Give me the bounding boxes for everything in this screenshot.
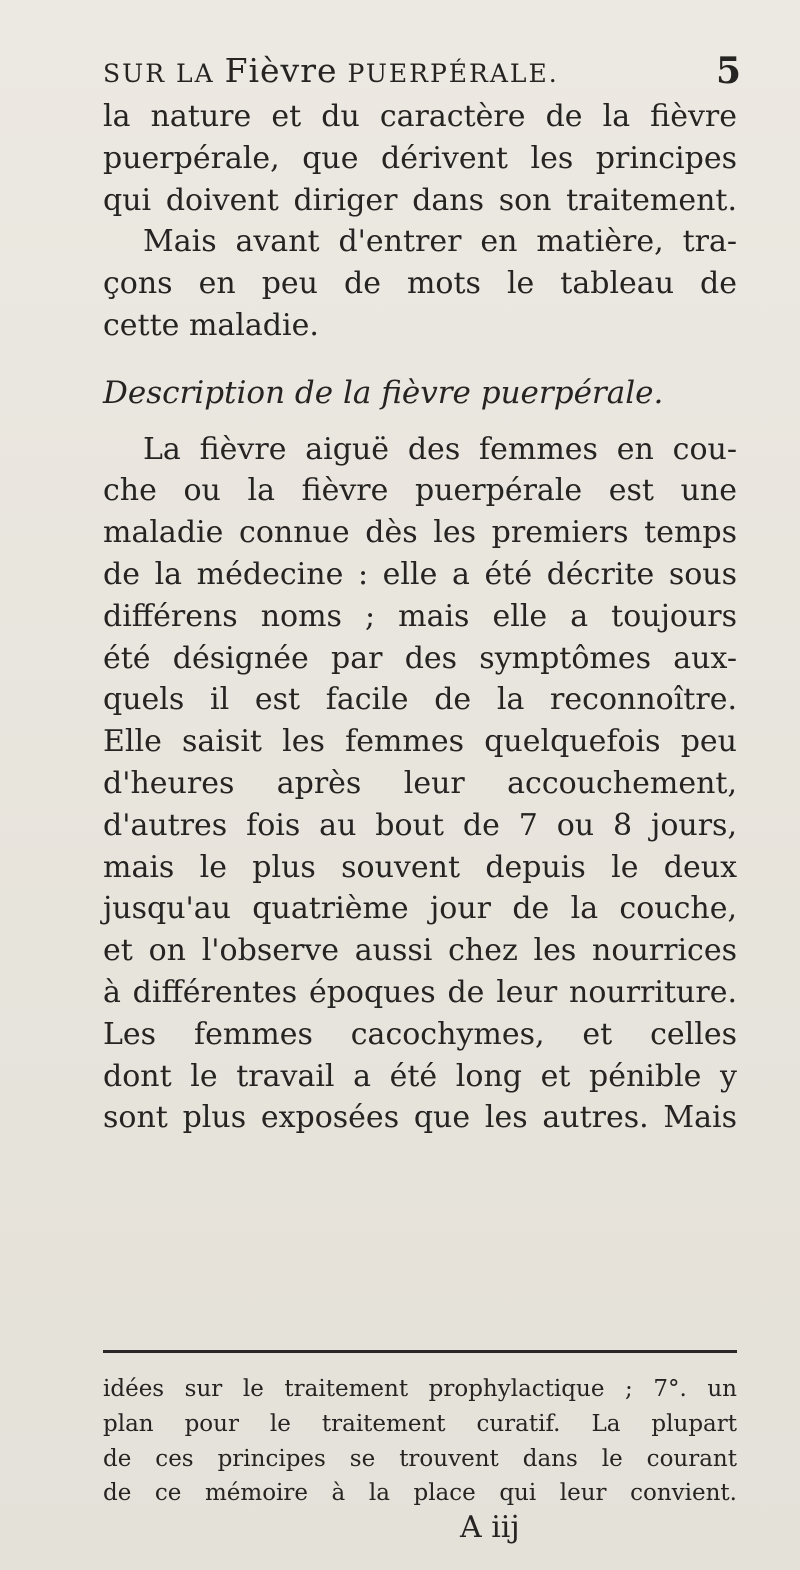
- text-line: d'heures après leur accouchement,: [103, 765, 737, 801]
- text-line: quels il est facile de la reconnoître.: [103, 682, 737, 718]
- text-line: çons en peu de mots le tableau de: [103, 266, 737, 302]
- running-head-title: [103, 50, 559, 95]
- footnote-line: plan pour le traitement curatif. La plupart: [103, 1410, 737, 1437]
- text-line: la nature et du caractère de la fièvre: [103, 99, 737, 134]
- text-line: été désignée par des symptômes aux-: [103, 640, 737, 676]
- text-line: qui doivent diriger dans son traitement.: [103, 182, 737, 218]
- text-line: maladie connue dès les premiers temps: [103, 515, 737, 551]
- section-heading: Description de la fièvre puerpérale.: [103, 374, 664, 411]
- footnote-line: de ce mémoire à la place qui leur convient.: [103, 1480, 737, 1507]
- running-head-title-word: Fièvre: [224, 51, 338, 90]
- text-line: puerpérale, que dérivent les principes: [103, 140, 737, 176]
- text-line: Les femmes cacochymes, et celles: [103, 1016, 737, 1052]
- text-line: sont plus exposées que les autres. Mais: [103, 1100, 737, 1136]
- text-line: mais le plus souvent depuis le deux: [103, 849, 737, 885]
- text-line: Mais avant d'entrer en matière, tra-: [143, 224, 737, 260]
- text-line: cette maladie.: [103, 307, 319, 343]
- text-line: dont le travail a été long et pénible y: [103, 1058, 737, 1094]
- footnote-line: idées sur le traitement prophylactique ; 7°. un: [103, 1376, 737, 1402]
- footnote-line: de ces principes se trouvent dans le courant: [103, 1445, 737, 1472]
- text-line: Elle saisit les femmes quelquefois peu: [103, 724, 737, 760]
- text-line: différens noms ; mais elle a toujours: [103, 598, 737, 634]
- body-text: [103, 96, 737, 1139]
- page-number: 5: [715, 50, 743, 92]
- text-line: et on l'observe aussi chez les nourrices: [103, 933, 737, 969]
- text-line: d'autres fois au bout de 7 ou 8 jours,: [103, 807, 737, 843]
- running-head-suffix: PUERPÉRALE.: [337, 59, 559, 88]
- running-head: [103, 50, 743, 92]
- text-line: jusqu'au quatrième jour de la couche,: [103, 891, 737, 927]
- text-line: che ou la fièvre puerpérale est une: [103, 473, 737, 509]
- signature-mark: A iij: [460, 1510, 520, 1545]
- footnote: [103, 1372, 737, 1511]
- text-line: La fièvre aiguë des femmes en cou-: [143, 431, 737, 467]
- running-head-prefix: SUR LA: [103, 59, 215, 88]
- text-line: de la médecine : elle a été décrite sous: [103, 556, 737, 592]
- text-line: à différentes époques de leur nourriture.: [103, 974, 737, 1010]
- footnote-rule: [103, 1350, 737, 1353]
